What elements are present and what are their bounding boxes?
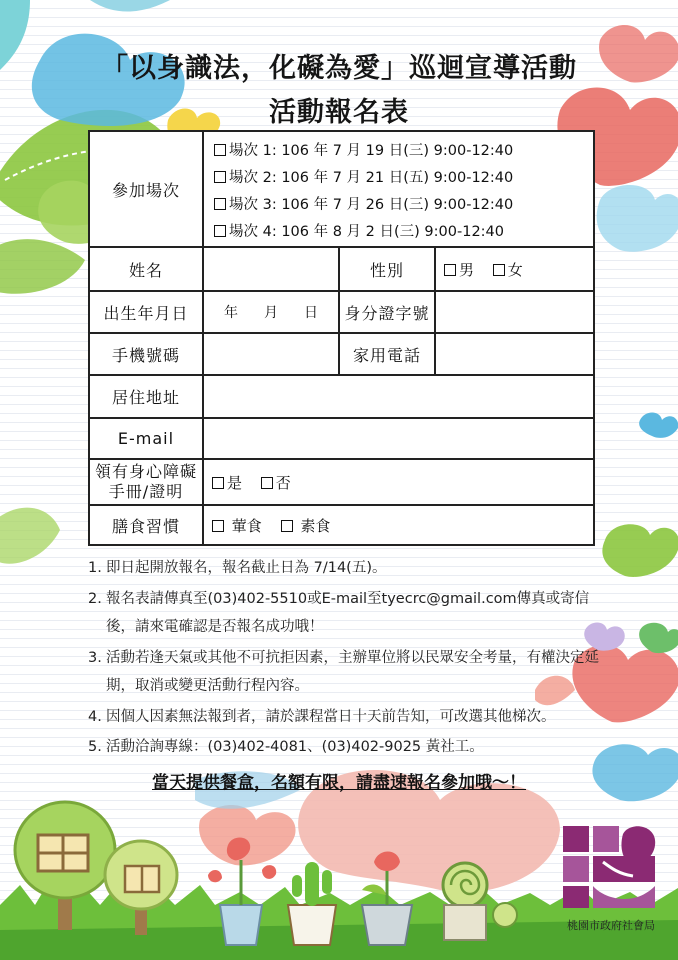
home-phone-field[interactable]: [435, 333, 594, 375]
diet-label: 膳食習慣: [89, 505, 203, 545]
name-label: 姓名: [89, 247, 203, 291]
gender-female-option[interactable]: 女: [493, 261, 523, 279]
social-affairs-bureau-logo: [563, 826, 657, 908]
list-item: 1. 即日起開放報名，報名截止日為 7/14(五)。: [88, 560, 387, 576]
page-subtitle: 活動報名表: [269, 97, 409, 128]
checkbox[interactable]: [212, 477, 224, 489]
diet-meat-option[interactable]: 葷食: [212, 517, 262, 535]
birth-year-unit: 年: [224, 305, 238, 321]
name-field[interactable]: [203, 247, 339, 291]
page-title: 「以身識法，化礙為愛」巡迴宣導活動: [101, 53, 577, 84]
mobile-label: 手機號碼: [89, 333, 203, 375]
address-label: 居住地址: [89, 375, 203, 418]
checkbox[interactable]: [212, 520, 224, 532]
meal-notice: 當天提供餐盒，名額有限，請盡速報名參加哦～！: [152, 773, 526, 793]
session-option-3[interactable]: 場次 3: 106 年 7 月 26 日(三) 9:00-12:40: [214, 192, 593, 219]
birthdate-label: 出生年月日: [89, 291, 203, 333]
list-item: 5. 活動洽詢專線：(03)402-4081、(03)402-9025 黃社工。: [88, 739, 484, 755]
diet-veg-option[interactable]: 素食: [281, 517, 331, 535]
checkbox[interactable]: [214, 225, 226, 237]
diet-row: [89, 505, 594, 545]
diet-options: [203, 505, 594, 545]
disability-label: [89, 459, 203, 505]
gender-options: [435, 247, 594, 291]
disability-label-line2: 手冊/證明: [108, 482, 184, 501]
disability-options: [203, 459, 594, 505]
sessions-label: 參加場次: [89, 131, 203, 247]
registration-form-table: [88, 130, 595, 546]
disability-no-option[interactable]: 否: [261, 474, 291, 492]
checkbox[interactable]: [214, 144, 226, 156]
list-item: 2. 報名表請傳真至(03)402-5510或E-mail至tyecrc@gmail.com傳真或寄信後，請來電確認是否報名成功哦！: [88, 590, 590, 635]
sessions-options: [203, 131, 594, 247]
disability-yes-option[interactable]: 是: [212, 474, 242, 492]
list-item: 4. 因個人因素無法報到者，請於課程當日十天前告知，可改選其他梯次。: [88, 708, 556, 725]
disability-row: [89, 459, 594, 505]
birth-month-unit: 月: [264, 305, 278, 321]
sessions-row: [89, 131, 594, 247]
org-logo-text: 桃園市政府社會局: [567, 919, 655, 932]
checkbox[interactable]: [214, 198, 226, 210]
name-row: [89, 247, 594, 291]
email-label: E-mail: [89, 418, 203, 459]
email-row: [89, 418, 594, 459]
birthdate-field[interactable]: [203, 291, 339, 333]
email-field[interactable]: [203, 418, 594, 459]
checkbox[interactable]: [444, 264, 456, 276]
id-field[interactable]: [435, 291, 594, 333]
address-field[interactable]: [203, 375, 594, 418]
home-phone-label: 家用電話: [339, 333, 435, 375]
notes-list: [88, 554, 613, 764]
birth-day-unit: 日: [304, 305, 318, 321]
birthdate-row: [89, 291, 594, 333]
session-option-2[interactable]: 場次 2: 106 年 7 月 21 日(五) 9:00-12:40: [214, 165, 593, 192]
checkbox[interactable]: [281, 520, 293, 532]
session-option-4[interactable]: 場次 4: 106 年 8 月 2 日(三) 9:00-12:40: [214, 219, 593, 246]
gender-male-option[interactable]: 男: [444, 261, 474, 279]
address-row: [89, 375, 594, 418]
disability-label-line1: 領有身心障礙: [94, 462, 197, 481]
phone-row: [89, 333, 594, 375]
gender-label: 性別: [339, 247, 435, 291]
id-label: 身分證字號: [339, 291, 435, 333]
mobile-field[interactable]: [203, 333, 339, 375]
session-option-1[interactable]: 場次 1: 106 年 7 月 19 日(三) 9:00-12:40: [214, 138, 593, 165]
checkbox[interactable]: [493, 264, 505, 276]
list-item: 3. 活動若逢天氣或其他不可抗拒因素，主辦單位將以民眾安全考量，有權決定延期，取消或變更活動行程內容。: [88, 649, 599, 694]
checkbox[interactable]: [214, 171, 226, 183]
checkbox[interactable]: [261, 477, 273, 489]
